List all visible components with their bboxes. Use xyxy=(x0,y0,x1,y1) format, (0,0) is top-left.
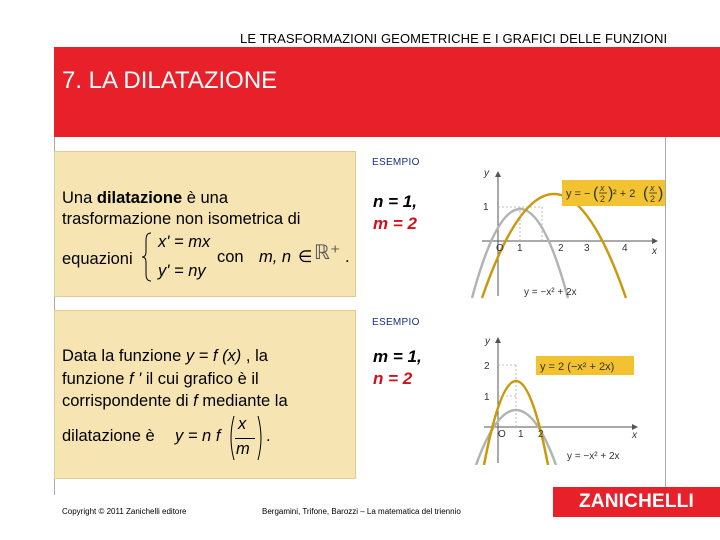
publisher-logo: ZANICHELLI xyxy=(553,487,720,517)
equation-y: y' = ny xyxy=(158,262,206,280)
left-paren-icon xyxy=(227,415,235,461)
y-tick-label: 2 xyxy=(484,361,490,372)
x-tick-label: 2 xyxy=(538,429,544,440)
origin-label: O xyxy=(498,429,506,440)
definition-box xyxy=(54,151,356,297)
frac-x: x xyxy=(600,183,605,193)
rule-line-2 xyxy=(62,369,259,390)
example-1-label: ESEMPIO xyxy=(372,157,420,168)
definition-line-2: trasformazione non isometrica di xyxy=(62,210,301,228)
close-paren: ) xyxy=(608,185,614,202)
y-axis-label: y xyxy=(485,336,490,347)
text-fragment: Una xyxy=(62,189,97,207)
function-name: f xyxy=(193,392,198,410)
equations-label: equazioni xyxy=(62,250,133,268)
element-of-symbol: ∈ xyxy=(298,248,313,266)
rule-line-1 xyxy=(62,346,268,367)
rule-line-3 xyxy=(62,391,288,412)
copyright-text: Copyright © 2011 Zanichelli editore xyxy=(62,507,187,516)
text-fragment: funzione xyxy=(62,370,129,388)
x-axis-label: x xyxy=(652,246,657,257)
close-paren: ) xyxy=(658,185,664,202)
y-tick-label: 1 xyxy=(483,202,489,213)
formula-bottom: y = −x² + 2x xyxy=(524,287,577,298)
page-header-title: LE TRASFORMAZIONI GEOMETRICHE E I GRAFICI DELLE FUNZIONI xyxy=(240,31,668,46)
open-paren: ( xyxy=(643,185,649,202)
text-fragment: corrispondente di xyxy=(62,392,194,410)
y-tick-label: 1 xyxy=(484,392,490,403)
example-1-params xyxy=(373,191,417,235)
rule-box xyxy=(54,310,356,479)
text-fragment: Data la funzione xyxy=(62,347,186,365)
right-paren-icon xyxy=(257,415,265,461)
param-m: m = 1, xyxy=(373,347,422,366)
function-name: y = f (x) xyxy=(185,347,242,365)
equation-x: x' = mx xyxy=(158,233,211,251)
period: . xyxy=(345,248,350,266)
title-banner xyxy=(54,47,720,137)
frac-2: 2 xyxy=(650,194,656,204)
formula-bottom: y = −x² + 2x xyxy=(567,451,620,462)
definition-line-1 xyxy=(62,188,228,209)
slide-title: 7. LA DILATAZIONE xyxy=(62,67,278,94)
frac-2: 2 xyxy=(600,194,606,204)
text-fragment: , la xyxy=(241,347,268,365)
text-fragment: mediante la xyxy=(197,392,288,410)
rule-line-4: dilatazione è xyxy=(62,427,155,445)
formula-top-middle: ² + 2 xyxy=(613,188,636,200)
x-tick-label: 3 xyxy=(584,243,590,254)
origin-label: O xyxy=(496,243,504,254)
function-name: f ' xyxy=(128,370,142,388)
formula-top: y = 2 (−x² + 2x) xyxy=(540,361,615,373)
x-tick-label: 2 xyxy=(558,243,564,254)
text-fragment: è una xyxy=(182,189,228,207)
x-axis-label: x xyxy=(632,430,637,441)
fraction-denominator: m xyxy=(236,440,250,458)
y-axis-label: y xyxy=(484,168,489,179)
x-tick-label: 1 xyxy=(518,429,524,440)
formula-lhs: y = n f xyxy=(175,427,221,445)
param-n: n = 2 xyxy=(373,369,413,388)
frac-x: x xyxy=(650,183,655,193)
example-2-params xyxy=(373,346,422,390)
example-2-graph xyxy=(462,330,642,465)
x-tick-label: 4 xyxy=(622,243,628,254)
param-m: m = 2 xyxy=(373,214,417,233)
variables: m, n xyxy=(259,248,292,266)
param-n: n = 1, xyxy=(373,192,417,211)
example-1-graph xyxy=(462,158,665,300)
open-paren: ( xyxy=(593,185,599,202)
formula-top-prefix: y = − xyxy=(566,188,591,200)
authors-text: Bergamini, Trifone, Barozzi – La matematica del triennio xyxy=(262,507,461,516)
example-2-label: ESEMPIO xyxy=(372,317,420,328)
real-positive-set: ℝ⁺ xyxy=(314,242,341,264)
fraction-numerator: x xyxy=(238,415,247,433)
con-word: con xyxy=(217,248,244,266)
x-tick-label: 1 xyxy=(517,243,523,254)
brace-icon xyxy=(141,232,153,282)
period: . xyxy=(266,427,271,445)
bold-term: dilatazione xyxy=(96,189,183,207)
text-fragment: il cui grafico è il xyxy=(141,370,259,388)
